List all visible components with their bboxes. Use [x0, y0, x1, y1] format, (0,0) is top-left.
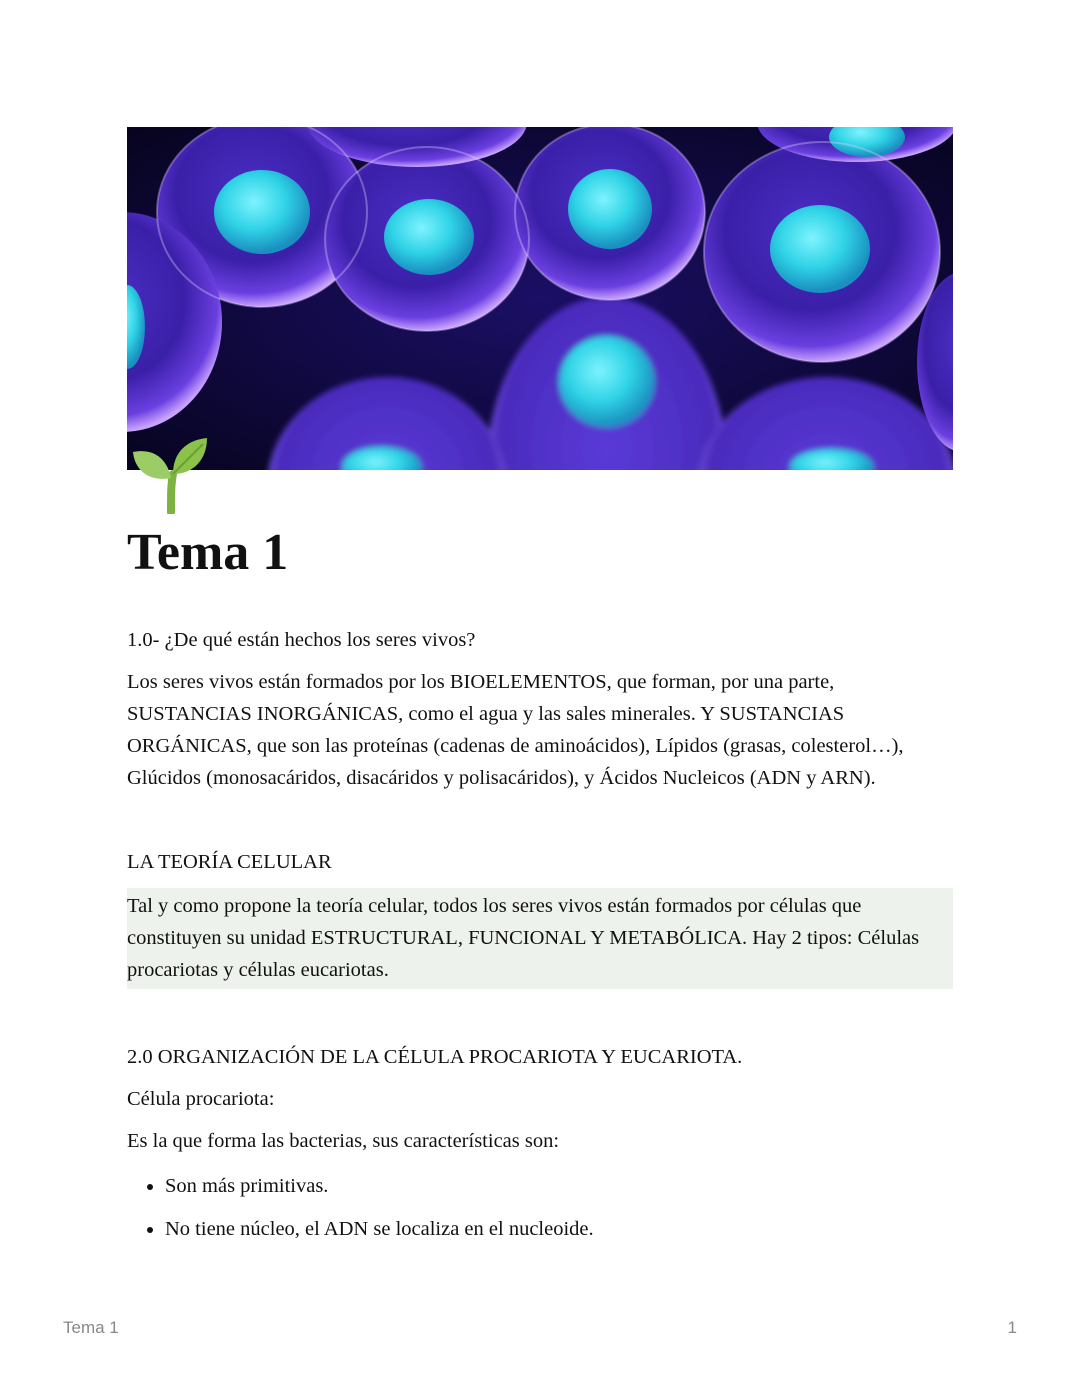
- paragraph-celula-procariota: Célula procariota:: [127, 1088, 275, 1110]
- bullet-list: [127, 1170, 953, 1245]
- question-heading: 1.0- ¿De qué están hechos los seres vivos?: [127, 629, 476, 651]
- callout-block: [127, 888, 953, 989]
- footer-title: Tema 1: [63, 1318, 119, 1337]
- paragraph-caracteristicas: Es la que forma las bacterias, sus características son:: [127, 1130, 560, 1152]
- cells-illustration: [127, 127, 953, 470]
- section-heading-organizacion: 2.0 ORGANIZACIÓN DE LA CÉLULA PROCARIOTA Y EUCARIOTA.: [127, 1046, 743, 1068]
- callout-text: Tal y como propone la teoría celular, todos los seres vivos están formados por células que constituyen su unidad ESTRUCTURAL, FUNCIONAL Y METABÓLICA. Hay 2 tipos: Células procariotas y células eucariotas.: [127, 895, 920, 981]
- cover-image: [127, 127, 953, 470]
- seedling-icon: [127, 434, 211, 514]
- document-body: [127, 624, 953, 1245]
- paragraph-bioelementos: Los seres vivos están formados por los BIOELEMENTOS, que forman, por una parte, SUSTANCIAS INORGÁNICAS, como el agua y las sales minerales. Y SUSTANCIAS ORGÁNICAS, que son las proteínas (cadenas de aminoácidos), Lípidos (grasas, colesterol…), Glúcidos (monosacáridos, disacáridos y polisacáridos), y Ácidos Nucleicos (ADN y ARN).: [127, 671, 904, 789]
- page-title: Tema 1: [127, 524, 289, 581]
- page-number: 1: [1007, 1318, 1017, 1337]
- list-item: • No tiene núcleo, el ADN se localiza en el nucleoide.: [165, 1213, 953, 1245]
- list-item: • Son más primitivas.: [165, 1170, 953, 1202]
- section-heading-teoria-celular: LA TEORÍA CELULAR: [127, 851, 332, 873]
